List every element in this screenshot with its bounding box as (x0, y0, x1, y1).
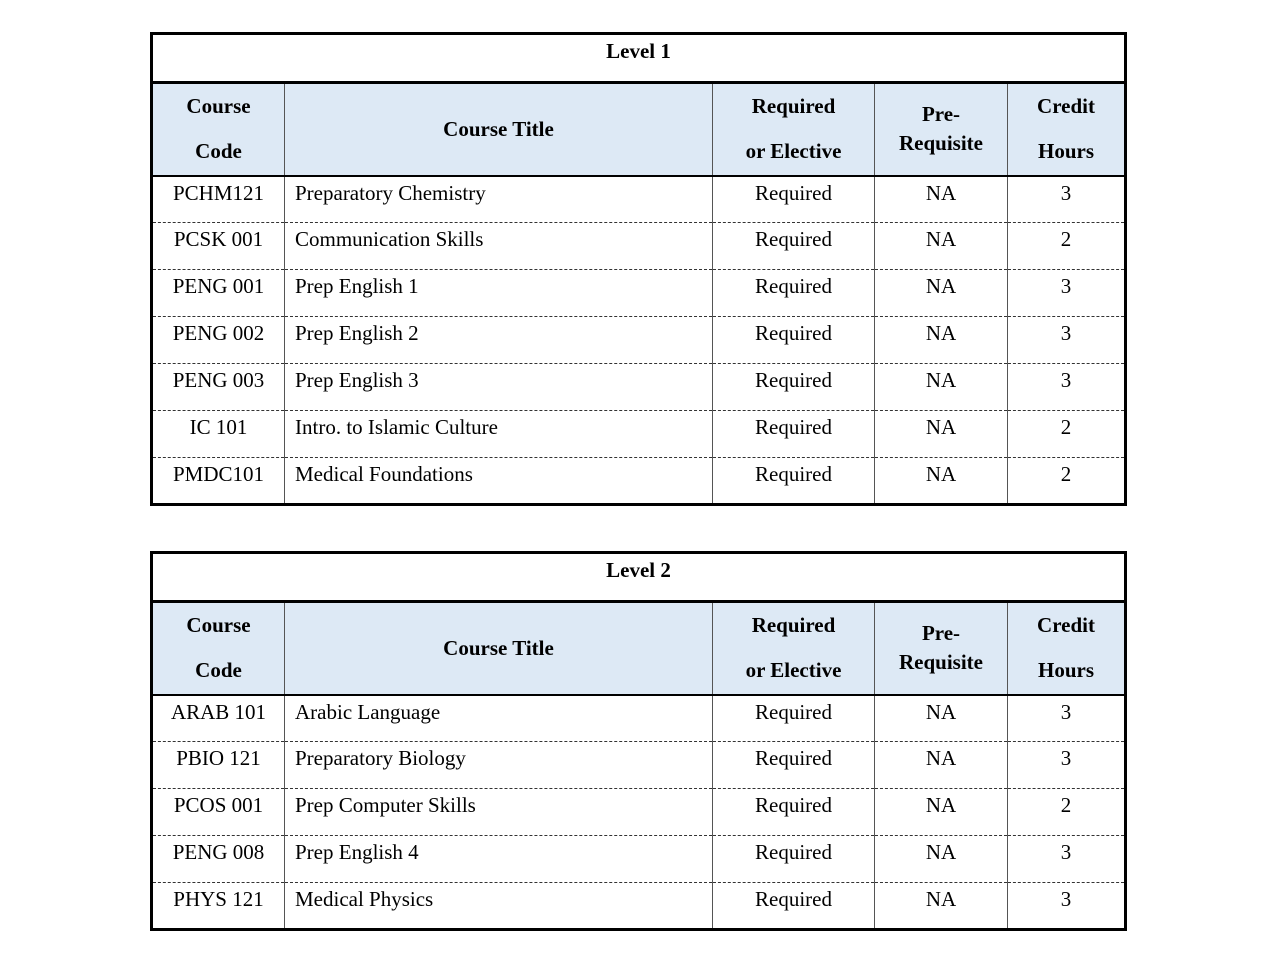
course-title: Intro. to Islamic Culture (285, 411, 713, 458)
table-row (152, 883, 1126, 930)
course-prereq: NA (875, 317, 1008, 364)
course-title: Communication Skills (285, 223, 713, 270)
course-code: PBIO 121 (152, 742, 285, 789)
course-title: Preparatory Biology (285, 742, 713, 789)
course-type: Required (713, 883, 875, 930)
course-code: PHYS 121 (152, 883, 285, 930)
header-course-title: Course Title (285, 83, 713, 176)
course-code: PCOS 001 (152, 789, 285, 836)
course-title: Preparatory Chemistry (285, 176, 713, 223)
course-prereq: NA (875, 364, 1008, 411)
course-title: Prep English 2 (285, 317, 713, 364)
course-code: PENG 002 (152, 317, 285, 364)
course-title: Prep English 3 (285, 364, 713, 411)
course-type: Required (713, 270, 875, 317)
course-title: Prep English 1 (285, 270, 713, 317)
level-title: Level 2 (152, 553, 1126, 602)
header-required-elective: Required or Elective (713, 83, 875, 176)
table-row (152, 458, 1126, 505)
course-credits: 3 (1008, 695, 1126, 742)
course-prereq: NA (875, 742, 1008, 789)
course-prereq: NA (875, 411, 1008, 458)
course-credits: 2 (1008, 789, 1126, 836)
course-credits: 3 (1008, 836, 1126, 883)
course-code: PCSK 001 (152, 223, 285, 270)
table-row (152, 364, 1126, 411)
table-row (152, 270, 1126, 317)
course-code: IC 101 (152, 411, 285, 458)
course-credits: 3 (1008, 883, 1126, 930)
course-code: ARAB 101 (152, 695, 285, 742)
table-row (152, 789, 1126, 836)
table-row (152, 742, 1126, 789)
table-row (152, 317, 1126, 364)
course-type: Required (713, 364, 875, 411)
header-prerequisite: Pre- Requisite (875, 602, 1008, 695)
course-title: Medical Physics (285, 883, 713, 930)
table-row (152, 411, 1126, 458)
course-type: Required (713, 223, 875, 270)
course-prereq: NA (875, 176, 1008, 223)
course-credits: 3 (1008, 742, 1126, 789)
level-2-table (150, 551, 1127, 931)
level-title: Level 1 (152, 34, 1126, 83)
header-credit-hours: Credit Hours (1008, 602, 1126, 695)
course-code: PMDC101 (152, 458, 285, 505)
course-prereq: NA (875, 836, 1008, 883)
course-prereq: NA (875, 458, 1008, 505)
course-prereq: NA (875, 270, 1008, 317)
header-row (152, 602, 1126, 695)
table-row (152, 836, 1126, 883)
level-1-table (150, 32, 1127, 506)
header-course-code: Course Code (152, 602, 285, 695)
course-type: Required (713, 411, 875, 458)
course-title: Medical Foundations (285, 458, 713, 505)
table-row (152, 223, 1126, 270)
table-row (152, 695, 1126, 742)
course-code: PENG 008 (152, 836, 285, 883)
course-title: Prep Computer Skills (285, 789, 713, 836)
header-row (152, 83, 1126, 176)
course-type: Required (713, 458, 875, 505)
course-credits: 3 (1008, 176, 1126, 223)
course-type: Required (713, 742, 875, 789)
course-credits: 3 (1008, 270, 1126, 317)
course-prereq: NA (875, 883, 1008, 930)
course-credits: 3 (1008, 317, 1126, 364)
course-title: Arabic Language (285, 695, 713, 742)
header-required-elective: Required or Elective (713, 602, 875, 695)
course-credits: 3 (1008, 364, 1126, 411)
header-prerequisite: Pre- Requisite (875, 83, 1008, 176)
course-prereq: NA (875, 695, 1008, 742)
course-title: Prep English 4 (285, 836, 713, 883)
header-course-code: Course Code (152, 83, 285, 176)
header-credit-hours: Credit Hours (1008, 83, 1126, 176)
course-type: Required (713, 789, 875, 836)
course-type: Required (713, 317, 875, 364)
header-course-title: Course Title (285, 602, 713, 695)
course-code: PENG 003 (152, 364, 285, 411)
course-credits: 2 (1008, 411, 1126, 458)
course-prereq: NA (875, 789, 1008, 836)
course-credits: 2 (1008, 223, 1126, 270)
course-code: PCHM121 (152, 176, 285, 223)
course-code: PENG 001 (152, 270, 285, 317)
course-type: Required (713, 176, 875, 223)
course-prereq: NA (875, 223, 1008, 270)
course-type: Required (713, 695, 875, 742)
table-row (152, 176, 1126, 223)
course-credits: 2 (1008, 458, 1126, 505)
course-type: Required (713, 836, 875, 883)
